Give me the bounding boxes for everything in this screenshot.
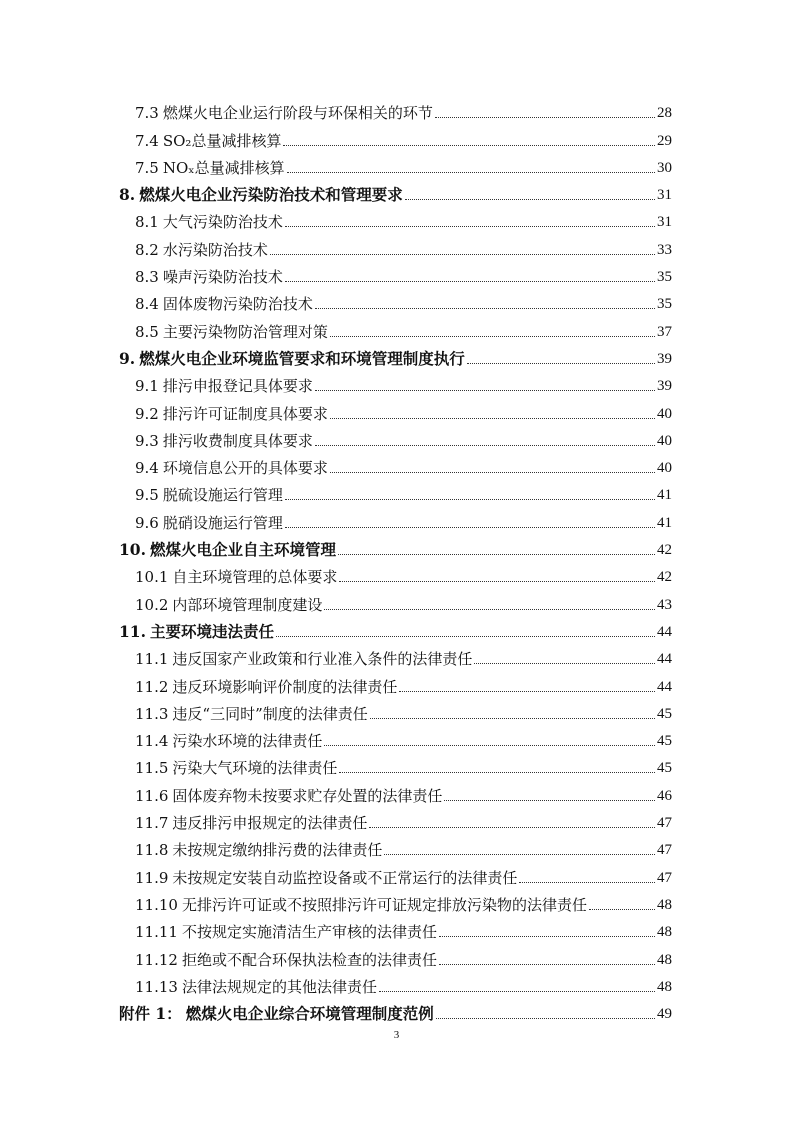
toc-entry-title: 无排污许可证或不按照排污许可证规定排放污染物的法律责任 [181,895,587,914]
dot-leader [315,445,655,446]
toc-entry[interactable] [119,232,672,259]
toc-entry-page: 46 [657,787,672,804]
toc-entry-page: 48 [657,978,672,995]
toc-entry-number: 8.3 [135,268,159,287]
toc-entry[interactable] [119,724,672,751]
toc-entry-page: 37 [657,323,672,340]
toc-entry-number: 11. [119,621,146,641]
toc-entry-page: 39 [657,350,672,367]
toc-entry-number: 附件 1： [119,1004,182,1024]
dot-leader [439,964,655,965]
toc-entry-title: 燃煤火电企业污染防治技术和管理要求 [139,185,403,205]
toc-entry-page: 47 [657,869,672,886]
dot-leader [330,336,655,337]
toc-entry[interactable] [119,205,672,232]
toc-entry-page: 48 [657,951,672,968]
dot-leader [283,145,655,146]
toc-entry-page: 42 [657,569,672,586]
dot-leader [384,854,655,855]
toc-entry-number: 11.9 [135,868,169,887]
dot-leader [474,663,655,664]
dot-leader [339,581,655,582]
dot-leader [285,226,655,227]
toc-entry-page: 42 [657,542,672,559]
dot-leader [467,363,655,364]
toc-entry-title: 不按规定实施清洁生产审核的法律责任 [181,923,437,942]
toc-entry-number: 11.5 [135,759,169,778]
toc-entry-title: 噪声污染防治技术 [162,268,283,287]
toc-entry[interactable] [119,833,672,860]
toc-entry-page: 48 [657,924,672,941]
toc-entry[interactable] [119,505,672,532]
toc-entry-number: 10.1 [135,568,169,587]
toc-entry[interactable] [119,751,672,778]
toc-entry-page: 44 [657,651,672,668]
toc-entry-number: 11.4 [135,732,169,751]
toc-entry[interactable] [119,314,672,341]
toc-entry-title: 固体废弃物未按要求贮存处置的法律责任 [172,786,443,805]
toc-entry-title: 主要污染物防治管理对策 [162,322,328,341]
toc-entry-page: 40 [657,432,672,449]
toc-entry-title: 自主环境管理的总体要求 [172,568,338,587]
toc-entry[interactable] [119,178,672,205]
toc-entry[interactable] [119,287,672,314]
toc-entry-title: 燃煤火电企业环境监管要求和环境管理制度执行 [139,348,465,368]
toc-entry-number: 7.4 [135,131,159,150]
toc-entry-title: 排污许可证制度具体要求 [162,404,328,423]
toc-entry-page: 43 [657,596,672,613]
dot-leader [276,636,655,637]
toc-entry[interactable] [119,123,672,150]
dot-leader [285,527,655,528]
toc-entry[interactable] [119,915,672,942]
toc-entry-title: 内部环境管理制度建设 [172,595,323,614]
dot-leader [370,718,655,719]
toc-entry[interactable] [119,369,672,396]
table-of-contents [119,96,672,1024]
toc-entry-page: 45 [657,705,672,722]
toc-entry[interactable] [119,560,672,587]
dot-leader [324,609,655,610]
toc-entry-number: 11.12 [135,950,178,969]
toc-entry-page: 41 [657,487,672,504]
toc-entry-page: 30 [657,159,672,176]
dot-leader [330,472,655,473]
toc-entry-title: 污染水环境的法律责任 [172,732,323,751]
toc-entry-title: 拒绝或不配合环保执法检查的法律责任 [181,950,437,969]
toc-entry-title: 燃煤火电企业综合环境管理制度范例 [185,1004,434,1024]
toc-entry-number: 10.2 [135,595,169,614]
toc-entry-page: 33 [657,241,672,258]
toc-entry[interactable] [119,342,672,369]
toc-entry-number: 11.2 [135,677,169,696]
toc-entry-page: 44 [657,623,672,640]
toc-entry-title: 主要环境违法责任 [149,621,274,641]
page-number: 3 [393,1029,400,1041]
toc-entry[interactable] [119,96,672,123]
dot-leader [435,117,655,118]
dot-leader [589,909,655,910]
dot-leader [405,199,655,200]
toc-entry-page: 47 [657,842,672,859]
dot-leader [379,991,655,992]
dot-leader [285,281,655,282]
toc-entry-title: 燃煤火电企业自主环境管理 [149,540,336,560]
toc-entry-number: 8. [119,185,136,205]
toc-entry-page: 28 [657,105,672,122]
toc-entry[interactable] [119,669,672,696]
dot-leader [315,308,655,309]
dot-leader [436,1018,655,1019]
toc-entry[interactable] [119,860,672,887]
toc-entry-title: 未按规定缴纳排污费的法律责任 [172,841,383,860]
toc-entry-title: 违反排污申报规定的法律责任 [172,814,368,833]
dot-leader [315,390,655,391]
toc-entry-title: 排污申报登记具体要求 [162,377,313,396]
toc-entry[interactable] [119,151,672,178]
toc-entry-number: 11.13 [135,977,178,996]
toc-entry-title: 水污染防治技术 [162,240,268,259]
toc-entry-number: 11.11 [135,923,178,942]
toc-entry[interactable] [119,424,672,451]
toc-entry-page: 35 [657,269,672,286]
toc-entry-page: 48 [657,896,672,913]
toc-entry-title: 违反国家产业政策和行业准入条件的法律责任 [172,650,473,669]
toc-entry-title: 违反“三同时”制度的法律责任 [172,704,368,723]
toc-entry-number: 7.5 [135,158,159,177]
toc-entry[interactable] [119,778,672,805]
toc-entry-number: 11.3 [135,704,169,723]
dot-leader [369,827,655,828]
dot-leader [444,800,655,801]
toc-entry[interactable] [119,997,672,1024]
toc-entry-title: 固体废物污染防治技术 [162,295,313,314]
toc-entry-page: 31 [657,214,672,231]
toc-entry[interactable] [119,587,672,614]
toc-entry-title: 法律法规规定的其他法律责任 [181,977,377,996]
toc-entry-page: 31 [657,187,672,204]
dot-leader [270,254,655,255]
dot-leader [339,772,655,773]
toc-entry-page: 40 [657,405,672,422]
toc-entry-number: 9. [119,348,136,368]
toc-entry-number: 9.1 [135,377,159,396]
dot-leader [399,691,655,692]
toc-entry-number: 9.6 [135,513,159,532]
dot-leader [330,418,655,419]
toc-entry[interactable] [119,260,672,287]
toc-entry-page: 40 [657,460,672,477]
toc-entry[interactable] [119,942,672,969]
dot-leader [287,172,655,173]
toc-entry-number: 11.7 [135,814,169,833]
toc-entry-number: 9.5 [135,486,159,505]
toc-entry[interactable] [119,888,672,915]
toc-entry-title: 脱硫设施运行管理 [162,486,283,505]
toc-entry-number: 8.1 [135,213,159,232]
toc-entry-page: 45 [657,760,672,777]
toc-entry[interactable] [119,615,672,642]
toc-entry[interactable] [119,451,672,478]
toc-entry-number: 11.10 [135,895,178,914]
toc-entry[interactable] [119,533,672,560]
dot-leader [519,882,655,883]
toc-entry-number: 9.4 [135,459,159,478]
toc-entry[interactable] [119,396,672,423]
toc-entry-page: 41 [657,514,672,531]
toc-entry-title: NOₓ总量减排核算 [162,158,285,177]
toc-entry[interactable] [119,970,672,997]
dot-leader [439,936,655,937]
dot-leader [324,745,655,746]
toc-entry-number: 8.5 [135,322,159,341]
toc-entry[interactable] [119,642,672,669]
toc-entry-number: 7.3 [135,104,159,123]
toc-entry-page: 45 [657,733,672,750]
toc-entry-number: 11.6 [135,786,169,805]
dot-leader [285,499,655,500]
toc-entry-number: 11.1 [135,650,169,669]
toc-entry-title: 排污收费制度具体要求 [162,431,313,450]
dot-leader [338,554,655,555]
toc-entry-number: 8.2 [135,240,159,259]
toc-entry-number: 9.3 [135,431,159,450]
toc-entry-number: 11.8 [135,841,169,860]
toc-entry-title: SO₂总量减排核算 [162,131,282,150]
toc-entry-page: 44 [657,678,672,695]
toc-entry-page: 49 [657,1006,672,1023]
toc-entry-title: 脱硝设施运行管理 [162,513,283,532]
toc-entry-title: 大气污染防治技术 [162,213,283,232]
toc-entry-title: 未按规定安装自动监控设备或不正常运行的法律责任 [172,868,518,887]
toc-entry[interactable] [119,806,672,833]
toc-entry-number: 9.2 [135,404,159,423]
toc-entry[interactable] [119,697,672,724]
toc-entry-title: 燃煤火电企业运行阶段与环保相关的环节 [162,104,433,123]
toc-entry-page: 35 [657,296,672,313]
toc-entry-page: 39 [657,378,672,395]
toc-entry-title: 环境信息公开的具体要求 [162,459,328,478]
toc-entry-title: 污染大气环境的法律责任 [172,759,338,778]
toc-entry-title: 违反环境影响评价制度的法律责任 [172,677,398,696]
toc-entry[interactable] [119,478,672,505]
toc-entry-number: 8.4 [135,295,159,314]
toc-entry-page: 47 [657,815,672,832]
toc-entry-page: 29 [657,132,672,149]
toc-entry-number: 10. [119,540,146,560]
